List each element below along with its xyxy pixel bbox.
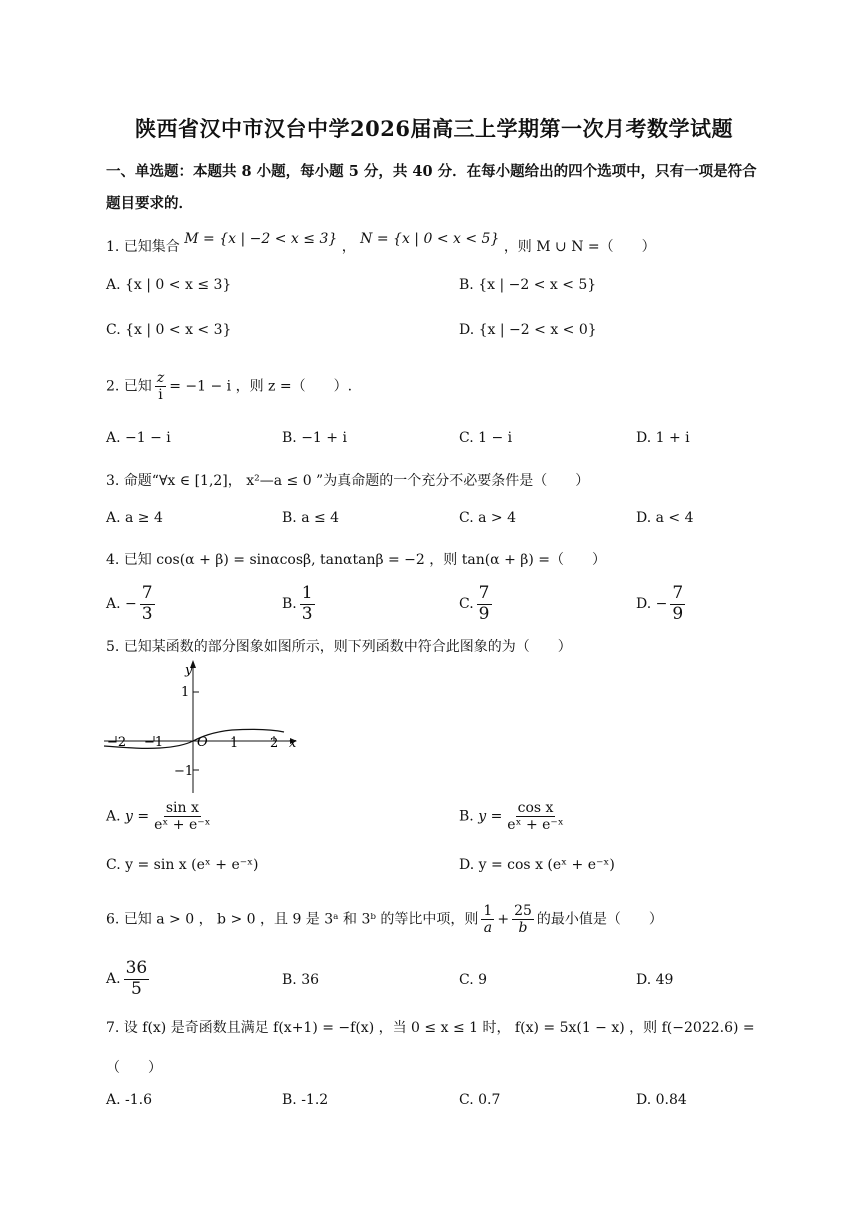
x-tick-label-minus2: −2: [107, 735, 127, 750]
q5-a-fraction: [152, 800, 212, 833]
q4-b-label: B.: [282, 596, 297, 613]
q3-option-b: B. a ≤ 4: [282, 510, 340, 526]
q7-option-c: C. 0.7: [459, 1092, 501, 1108]
q4-b-num: 1: [301, 583, 313, 603]
q5-b-label: B.: [459, 808, 474, 825]
q6-fraction-1: [481, 903, 494, 936]
q5-b-lhs: y =: [478, 808, 503, 825]
q5-option-c: C. y = sin x (eˣ + e⁻ˣ): [106, 857, 259, 873]
q5-b-den: eˣ + e⁻ˣ: [507, 817, 564, 834]
question-2-stem: [106, 370, 352, 403]
q4-option-d: [636, 584, 688, 624]
q4-b-den: 3: [301, 603, 313, 624]
q5-option-d: D. y = cos x (eˣ + e⁻ˣ): [459, 857, 615, 873]
q6-f2-num: 25: [514, 903, 532, 919]
q1-sep: ，: [341, 239, 356, 255]
q6-a-fraction: [124, 959, 150, 999]
q4-c-fraction: [477, 584, 492, 624]
q4-a-label: A. −: [106, 596, 137, 613]
origin-label: O: [197, 735, 208, 750]
q6-option-c: C. 9: [459, 972, 488, 988]
x-tick-label-1: 1: [230, 736, 239, 751]
question-4-stem: 4. 已知 cos(α + β) = sinαcosβ, tanαtanβ = −2 ，则 tan(α + β) =（ ）: [106, 552, 606, 568]
q4-d-num: 7: [672, 583, 684, 603]
q4-c-den: 9: [478, 603, 490, 624]
q4-option-c: [459, 584, 495, 624]
question-1-stem: [106, 231, 656, 256]
q2-option-d: D. 1 + i: [636, 430, 690, 446]
q4-d-fraction: [670, 584, 685, 624]
q6-option-b: B. 36: [282, 972, 320, 988]
q5-option-b: [459, 800, 569, 833]
q4-option-b: [282, 584, 318, 624]
q3-option-a: A. a ≥ 4: [106, 510, 163, 526]
q6-post: 的最小值是（ ）: [536, 911, 663, 928]
q6-pre: 6. 已知 a > 0 ， b > 0 ，且 9 是 3ᵃ 和 3ᵇ 的等比中项，则: [106, 911, 479, 928]
q4-c-label: C.: [459, 596, 474, 613]
q6-a-den: 5: [130, 978, 142, 999]
q2-option-c: C. 1 − i: [459, 430, 513, 446]
function-curve: [104, 729, 284, 748]
q2-pre: 2. 已知: [106, 378, 152, 395]
q5-a-label: A.: [106, 808, 121, 825]
q6-fraction-2: [512, 903, 534, 936]
x-tick-label-2: 2: [270, 736, 279, 751]
section-heading-line1: 一、单选题：本题共 8 小题，每小题 5 分，共 40 分．在每小题给出的四个选项中，只有一项是符合: [106, 163, 757, 180]
y-axis-label: y: [185, 663, 193, 678]
q2-num: z: [156, 370, 165, 386]
q2-fraction: [155, 370, 166, 403]
q4-b-fraction: [300, 584, 315, 624]
q7-option-b: B. -1.2: [282, 1092, 329, 1108]
q1-set-N: N = {x | 0 < x < 5}: [360, 231, 500, 247]
question-6-stem: [106, 903, 663, 936]
question-7-line2: （ ）: [106, 1060, 162, 1076]
q1-option-d: D. {x | −2 < x < 0}: [459, 322, 597, 338]
q1-stem-pre: 1. 已知集合: [106, 239, 180, 255]
q4-option-a: [106, 584, 158, 624]
q6-f2-den: b: [518, 920, 528, 937]
y-tick-label-1: 1: [181, 685, 190, 700]
q7-option-d: D. 0.84: [636, 1092, 687, 1108]
x-tick-label-minus1: −1: [144, 735, 164, 750]
q6-a-label: A.: [106, 971, 121, 988]
q7-option-a: A. -1.6: [106, 1092, 153, 1108]
q5-a-den: eˣ + e⁻ˣ: [154, 817, 211, 834]
question-7-line1: 7. 设 f(x) 是奇函数且满足 f(x+1) = −f(x) ，当 0 ≤ x ≤ 1 时， f(x) = 5x(1 − x) ，则 f(−2022.6) =: [106, 1020, 755, 1036]
q5-option-a: [106, 800, 216, 833]
q6-option-d: D. 49: [636, 972, 674, 988]
q6-f1-den: a: [483, 920, 493, 937]
q2-post: = −1 − i ，则 z =（ ）.: [169, 378, 353, 395]
q4-d-label: D. −: [636, 596, 668, 613]
q5-b-num: cos x: [517, 800, 554, 816]
q2-option-a: A. −1 − i: [106, 430, 171, 446]
y-tick-label-minus1: −1: [174, 764, 194, 779]
x-axis-label: x: [289, 736, 297, 751]
q3-option-d: D. a < 4: [636, 510, 694, 526]
question-3-stem: 3. 命题“∀x ∈ [1,2]， x²—a ≤ 0 ”为真命题的一个充分不必要条件是（ ）: [106, 473, 590, 489]
q6-option-a: [106, 959, 152, 999]
q4-a-fraction: [140, 584, 155, 624]
q6-f1-num: 1: [483, 903, 493, 919]
function-graph: [100, 658, 305, 798]
page-title: 陕西省汉中市汉台中学2026届高三上学期第一次月考数学试题: [135, 116, 733, 141]
q1-option-c: C. {x | 0 < x < 3}: [106, 322, 232, 338]
q2-den: i: [158, 387, 163, 404]
q4-c-num: 7: [478, 583, 490, 603]
question-5-stem: 5. 已知某函数的部分图象如图所示，则下列函数中符合此图象的为（ ）: [106, 639, 572, 655]
q6-plus: +: [497, 911, 510, 928]
q4-d-den: 9: [672, 603, 684, 624]
q1-option-b: B. {x | −2 < x < 5}: [459, 277, 597, 293]
q3-option-c: C. a > 4: [459, 510, 516, 526]
q5-b-fraction: [505, 800, 565, 833]
q5-a-lhs: y =: [125, 808, 150, 825]
q1-set-M: M = {x | −2 < x ≤ 3}: [184, 231, 338, 247]
q6-a-num: 36: [125, 958, 148, 978]
section-heading-line2: 题目要求的．: [106, 195, 193, 212]
q1-option-a: A. {x | 0 < x ≤ 3}: [106, 277, 232, 293]
q4-a-den: 3: [141, 603, 153, 624]
q5-a-num: sin x: [165, 800, 199, 816]
q2-option-b: B. −1 + i: [282, 430, 347, 446]
q4-a-num: 7: [141, 583, 153, 603]
q1-stem-post: ，则 M ∪ N =（ ）: [503, 239, 656, 255]
